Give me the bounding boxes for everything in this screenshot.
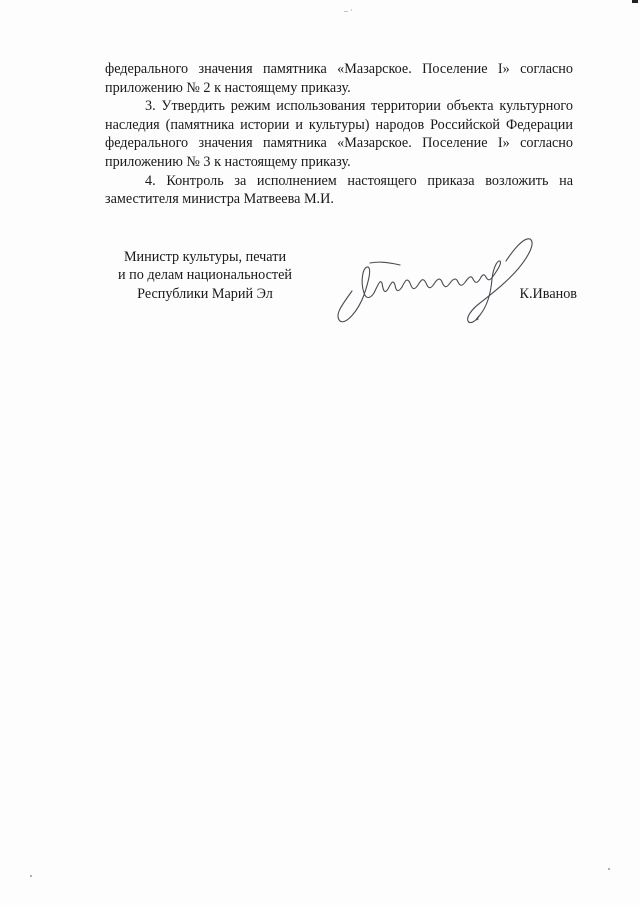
paragraph-item-3: 3. Утвердить режим использования территории объекта культурного наследия (памятника истории и культуры) народов Российской Федерации федерального значения памятника «Мазарское. Поселение I» согласно приложению № 3 к настоящему приказу. (105, 98, 573, 170)
paragraph-item-4: 4. Контроль за исполнением настоящего приказа возложить на заместителя министра Матвеева М.И. (105, 172, 573, 208)
scan-artifact-corner (632, 0, 638, 3)
paragraph-continuation: федерального значения памятника «Мазарское. Поселение I» согласно приложению № 2 к настоящему приказу. (105, 61, 573, 96)
signature-block (105, 248, 580, 338)
scan-speck (30, 875, 32, 877)
minister-name: К.Иванов (519, 286, 577, 302)
minister-title-line-1: Министр культуры, печати (123, 249, 287, 265)
minister-title (105, 248, 305, 303)
scan-speck (608, 868, 610, 870)
scan-artifact-top: – · (344, 6, 353, 15)
order-body-text (105, 60, 573, 209)
minister-title-line-2: и по делам национальностей (118, 267, 292, 284)
minister-title-line-3: Республики Марий Эл (137, 285, 273, 302)
handwritten-signature-icon (330, 233, 545, 333)
